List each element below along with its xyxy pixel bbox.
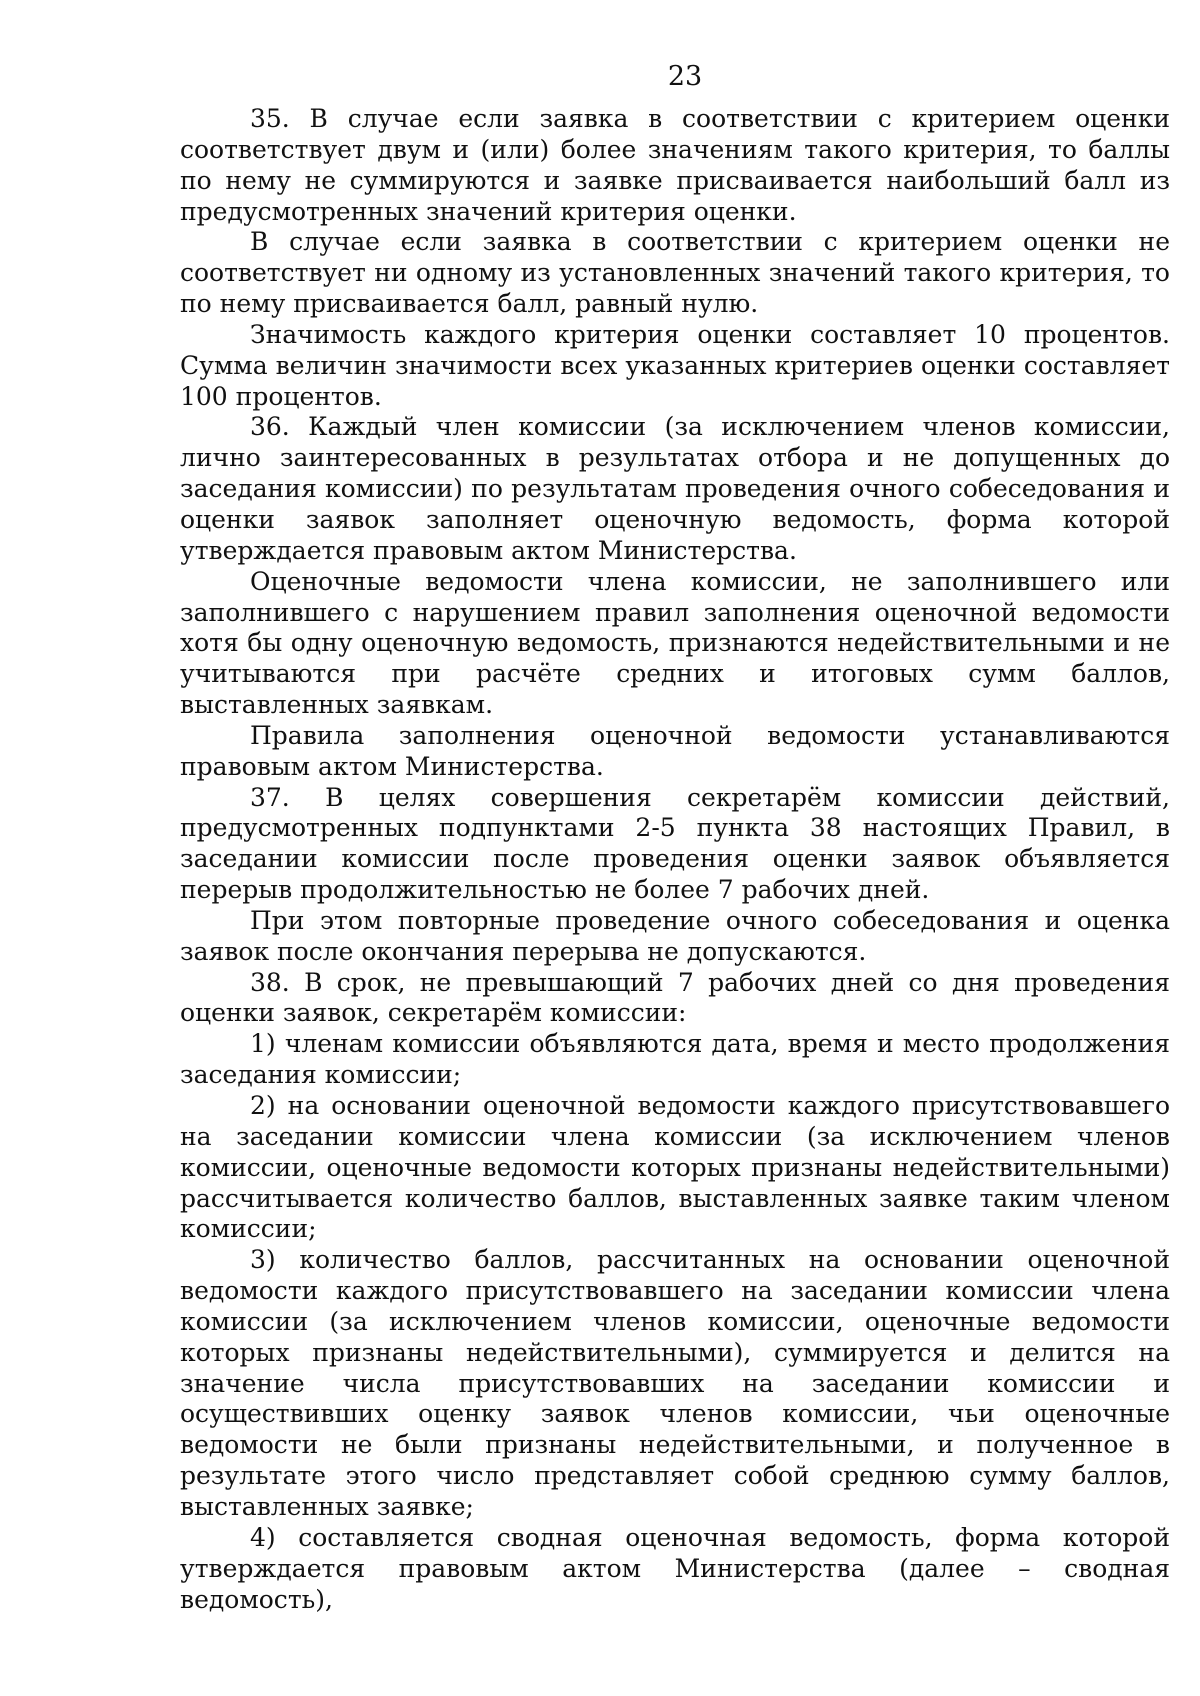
paragraph-36-rules: Правила заполнения оценочной ведомости устанавливаются правовым актом Министерства. xyxy=(180,720,1170,781)
paragraph-35-zero-score: В случае если заявка в соответствии с критерием оценки не соответствует ни одному из установленных значений такого критерия, то по нему присваивается балл, равный нулю. xyxy=(180,227,1170,319)
paragraph-35: 35. В случае если заявка в соответствии с критерием оценки соответствует двум и (или) более значениям такого критерия, то баллы по нему не суммируются и заявке присваивается наибольший балл из предусмотренных значений критерия оценки. xyxy=(180,104,1170,226)
list-item-3: 3) количество баллов, рассчитанных на основании оценочной ведомости каждого присутствовавшего на заседании комиссии члена комиссии (за исключением членов комиссии, оценочные ведомости которых признаны недействительными), суммируется и делится на значение числа присутствовавших на заседании комиссии и осуществивших оценку заявок членов комиссии, чьи оценочные ведомости не были признаны недействительными, и полученное в результате этого число представляет собой среднюю сумму баллов, выставленных заявке; xyxy=(180,1245,1170,1521)
paragraph-38: 38. В срок, не превышающий 7 рабочих дней со дня проведения оценки заявок, секретарём комиссии: xyxy=(180,967,1170,1028)
paragraph-37: 37. В целях совершения секретарём комиссии действий, предусмотренных подпунктами 2-5 пункта 38 настоящих Правил, в заседании комиссии после проведения оценки заявок объявляется перерыв продолжительностью не более 7 рабочих дней. xyxy=(180,782,1170,905)
list-item-1: 1) членам комиссии объявляются дата, время и место продолжения заседания комиссии; xyxy=(180,1029,1170,1090)
paragraph-36: 36. Каждый член комиссии (за исключением членов комиссии, лично заинтересованных в результатах отбора и не допущенных до заседания комиссии) по результатам проведения очного собеседования и оценки заявок заполняет оценочную ведомость, форма которой утверждается правовым актом Министерства. xyxy=(180,412,1170,565)
page-number: 23 xyxy=(667,61,703,92)
list-item-2: 2) на основании оценочной ведомости каждого присутствовавшего на заседании комиссии члена комиссии (за исключением членов комиссии, оценочные ведомости которых признаны недействительными) рассчитывается количество баллов, выставленных заявке таким членом комиссии; xyxy=(180,1091,1170,1244)
paragraph-36-invalid-sheets: Оценочные ведомости члена комиссии, не заполнившего или заполнившего с нарушением правил заполнения оценочной ведомости хотя бы одну оценочную ведомость, признаются недействительными и не учитываются при расчёте средних и итоговых сумм баллов, выставленных заявкам. xyxy=(180,566,1170,720)
list-item-4: 4) составляется сводная оценочная ведомость, форма которой утверждается правовым актом Министерства (далее – сводная ведомость), xyxy=(180,1522,1170,1614)
paragraph-35-criteria-weight: Значимость каждого критерия оценки составляет 10 процентов. Сумма величин значимости всех указанных критериев оценки составляет 100 процентов. xyxy=(180,319,1170,411)
document-body xyxy=(180,104,1170,1615)
paragraph-37-no-repeat: При этом повторные проведение очного собеседования и оценка заявок после окончания перерыва не допускаются. xyxy=(180,905,1170,966)
